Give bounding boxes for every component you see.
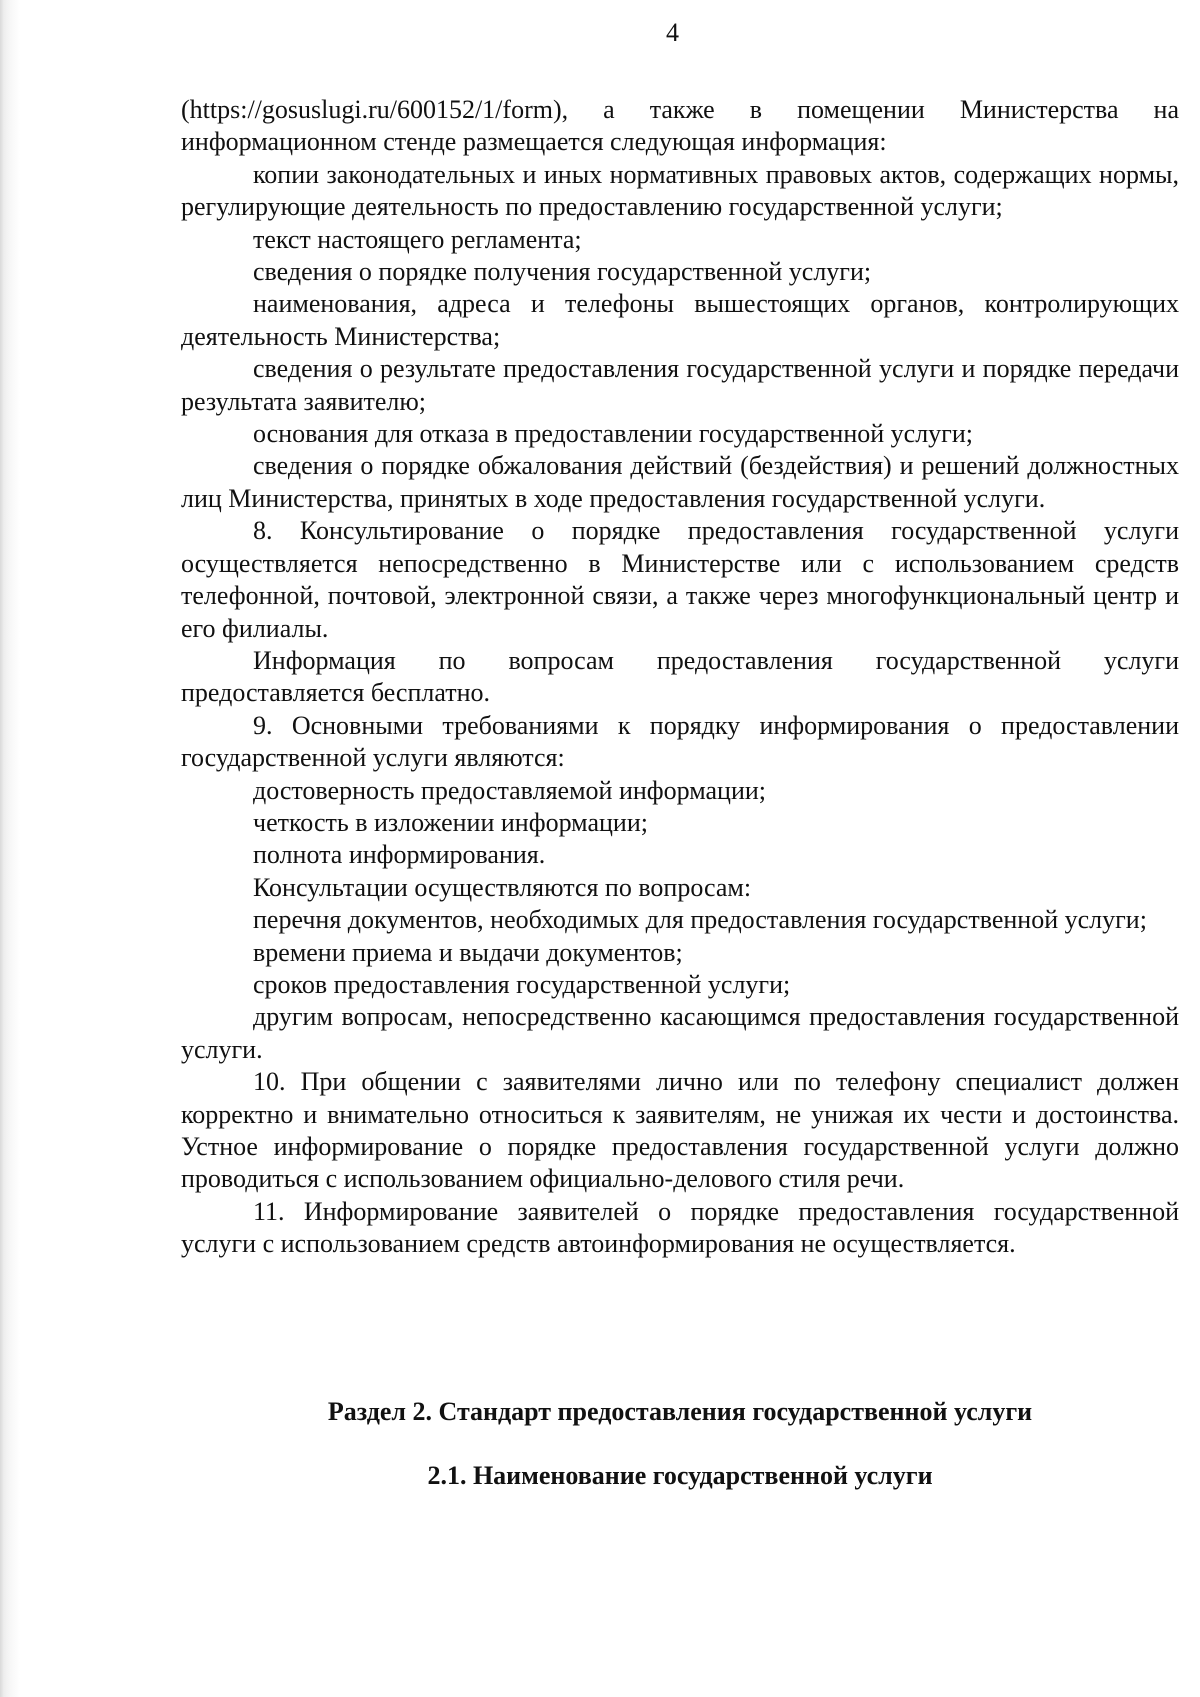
subsection-heading: 2.1. Наименование государственной услуги (427, 1461, 933, 1490)
paragraph: сведения о порядке обжалования действий (бездействия) и решений должностных лиц Министерства, принятых в ходе предоставления государственной услуги. (181, 451, 1179, 513)
paragraph: сведения о порядке получения государственной услуги; (253, 257, 872, 287)
paragraph: наименования, адреса и телефоны вышестоящих органов, контролирующих деятельность Министерства; (181, 289, 1179, 351)
paragraph: копии законодательных и иных нормативных правовых актов, содержащих нормы, регулирующие деятельность по предоставлению государственной услуги; (181, 159, 1179, 222)
paragraph: 10. При общении с заявителями лично или по телефону специалист должен корректно и внимательно относиться к заявителям, не унижая их чести и достоинства. Устное информирование о порядке предоставления государственной услуги должно проводиться с использованием официально-делового стиля речи. (181, 1067, 1179, 1194)
paragraph: сведения о результате предоставления государственной услуги и порядке передачи результата заявителю; (181, 354, 1179, 416)
paragraph: текст настоящего регламента; (253, 224, 582, 254)
paragraph: основания для отказа в предоставлении государственной услуги; (253, 419, 973, 449)
paragraph: 8. Консультирование о порядке предоставления государственной услуги осуществляется непосредственно в Министерстве или с использованием средств телефонной, почтовой, электронной связи, а также через многофункциональный центр и его филиалы. (181, 516, 1179, 643)
paragraph: перечня документов, необходимых для предоставления государственной услуги; (253, 905, 1147, 935)
paragraph: Информация по вопросам предоставления государственной услуги предоставляется бесплатно. (181, 645, 1179, 708)
document-body (181, 94, 1179, 1261)
paragraph: 11. Информирование заявителей о порядке предоставления государственной услуги с использованием средств автоинформирования не осуществляется. (181, 1196, 1179, 1259)
page-number: 4 (666, 18, 679, 47)
paragraph: сроков предоставления государственной услуги; (253, 969, 791, 999)
paragraph: времени приема и выдачи документов; (253, 937, 683, 967)
paragraph: 9. Основными требованиями к порядку информирования о предоставлении государственной услуги являются: (181, 710, 1179, 773)
paragraph: другим вопросам, непосредственно касающимся предоставления государственной услуги. (181, 1002, 1179, 1064)
paragraph: полнота информирования. (253, 840, 546, 870)
paragraph: Консультации осуществляются по вопросам: (253, 872, 752, 902)
paragraph: (https://gosuslugi.ru/600152/1/form), а также в помещении Министерства на информационном стенде размещается следующая информация: (181, 95, 1179, 157)
scan-edge-shadow (0, 0, 20, 1697)
paragraph: четкость в изложении информации; (253, 807, 648, 837)
section-heading: Раздел 2. Стандарт предоставления государственной услуги (327, 1397, 1033, 1426)
paragraph: достоверность предоставляемой информации; (253, 775, 767, 805)
